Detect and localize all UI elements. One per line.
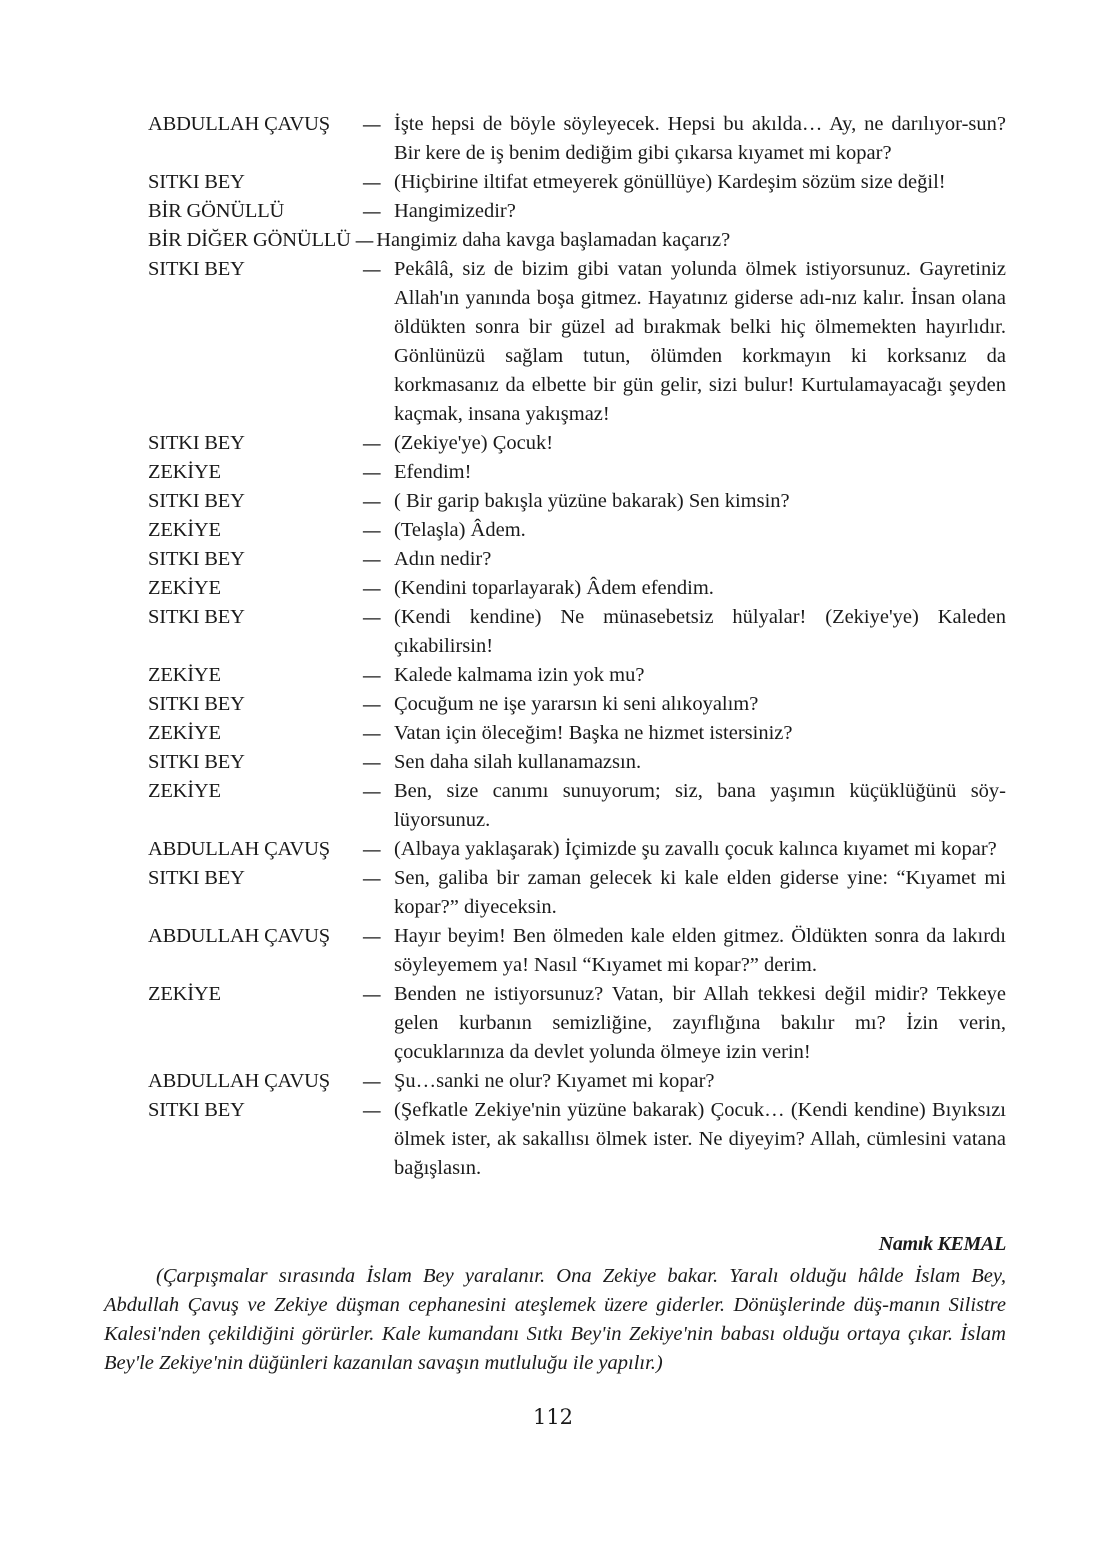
dialogue-line	[148, 110, 1006, 168]
em-dash: —	[362, 490, 382, 513]
speaker-name: SITKI BEY	[148, 171, 245, 193]
dialogue-line	[148, 574, 1006, 603]
em-dash: —	[362, 548, 382, 571]
dialogue-line	[148, 835, 1006, 864]
speech-text: (Kendi kendine) Ne münasebetsiz hülyalar! (Zekiye'ye) Kaleden çıkabilirsin!	[394, 606, 1006, 657]
author-signature: Namık KEMAL	[878, 1233, 1006, 1255]
dialogue-line	[148, 661, 1006, 690]
dialogue-line	[148, 690, 1006, 719]
dialogue-line	[148, 748, 1006, 777]
dialogue-line	[148, 922, 1006, 980]
speaker-name: SITKI BEY	[148, 606, 245, 628]
speaker-name: SITKI BEY	[148, 867, 245, 889]
em-dash: —	[362, 432, 382, 455]
em-dash: —	[362, 113, 382, 136]
dialogue-line	[148, 603, 1006, 661]
speaker-name: SITKI BEY	[148, 693, 245, 715]
em-dash: —	[362, 838, 382, 861]
dialogue-line	[148, 777, 1006, 835]
speaker-name: ZEKİYE	[148, 577, 221, 599]
em-dash: —	[362, 171, 382, 194]
speech-text: Hangimizedir?	[394, 200, 516, 222]
dialogue-line	[148, 429, 1006, 458]
speaker-name: SITKI BEY	[148, 548, 245, 570]
speaker-name: ABDULLAH ÇAVUŞ	[148, 113, 330, 135]
dialogue-line	[148, 719, 1006, 748]
speech-text: Vatan için öleceğim! Başka ne hizmet istersiniz?	[394, 722, 793, 744]
speaker-name: SITKI BEY	[148, 751, 245, 773]
em-dash: —	[362, 461, 382, 484]
speech-text: Sen, galiba bir zaman gelecek ki kale elden giderse yine: “Kıyamet mi kopar?” diyeceksin.	[394, 867, 1006, 918]
speaker-name: ZEKİYE	[148, 664, 221, 686]
speech-text: (Hiçbirine iltifat etmeyerek gönüllüye) Kardeşim sözüm size değil!	[394, 171, 946, 193]
dialogue-line	[148, 980, 1006, 1067]
speech-text: Çocuğum ne işe yararsın ki seni alıkoyalım?	[394, 693, 759, 715]
speech-text: Adın nedir?	[394, 548, 492, 570]
dialogue-block	[148, 110, 1006, 1183]
dialogue-line	[148, 487, 1006, 516]
em-dash: —	[362, 519, 382, 542]
em-dash: —	[354, 229, 375, 252]
speech-text: (Şefkatle Zekiye'nin yüzüne bakarak) Çocuk… (Kendi kendine) Bıyıksızı ölmek ister, ak sakallısı ölmek ister. Ne diyeyim? Allah, cümlesini vatana bağışlasın.	[394, 1099, 1006, 1179]
dialogue-line	[148, 255, 1006, 429]
dialogue-line	[148, 864, 1006, 922]
speech-text: Efendim!	[394, 461, 472, 483]
em-dash: —	[362, 867, 382, 890]
speaker-name: BİR DİĞER GÖNÜLLÜ	[148, 229, 351, 251]
em-dash: —	[362, 751, 382, 774]
dialogue-line	[148, 168, 1006, 197]
speaker-name: ZEKİYE	[148, 780, 221, 802]
dialogue-line	[148, 545, 1006, 574]
em-dash: —	[362, 606, 382, 629]
speaker-name: ZEKİYE	[148, 983, 221, 1005]
speaker-name: SITKI BEY	[148, 490, 245, 512]
speaker-name: ZEKİYE	[148, 722, 221, 744]
speaker-name: SITKI BEY	[148, 258, 245, 280]
em-dash: —	[362, 577, 382, 600]
dialogue-line	[148, 458, 1006, 487]
speech-text: Sen daha silah kullanamazsın.	[394, 751, 642, 773]
speaker-name: SITKI BEY	[148, 1099, 245, 1121]
speaker-name: ZEKİYE	[148, 519, 221, 541]
em-dash: —	[362, 693, 382, 716]
speech-text: Ben, size canımı sunuyorum; siz, bana yaşımın küçüklüğünü söy-lüyorsunuz.	[394, 780, 1006, 831]
em-dash: —	[362, 1070, 382, 1093]
dialogue-line	[148, 1096, 1006, 1183]
speech-text: ( Bir garip bakışla yüzüne bakarak) Sen kimsin?	[394, 490, 790, 512]
speech-text: Benden ne istiyorsunuz? Vatan, bir Allah tekkesi değil midir? Tekkeye gelen kurbanın semizliğine, zayıflığına bakılır mı? İzin verin, çocuklarınıza da devlet yolunda ölmeye izin verin!	[394, 983, 1006, 1063]
epilogue-paragraph: (Çarpışmalar sırasında İslam Bey yaralanır. Ona Zekiye bakar. Yaralı olduğu hâlde İslam Bey, Abdullah Çavuş ve Zekiye düşman cephanesini ateşlemek üzere giderler. Dönüşlerinde düş-manın Silistre Kalesi'nden çekildiğini görürler. Kale kumandanı Sıtkı Bey'in Zekiye'nin babası olduğu ortaya çıkar. İslam Bey'le Zekiye'nin düğünleri kazanılan savaşın mutluluğu ile yapılır.)	[104, 1265, 1006, 1374]
speaker-name: ABDULLAH ÇAVUŞ	[148, 838, 330, 860]
speech-text: İşte hepsi de böyle söyleyecek. Hepsi bu akılda… Ay, ne darılıyor-sun? Bir kere de iş benim dediğim gibi çıkarsa kıyamet mi kopar?	[394, 113, 1006, 164]
speaker-name: ABDULLAH ÇAVUŞ	[148, 1070, 330, 1092]
speech-text: (Telaşla) Âdem.	[394, 519, 526, 541]
speech-text: (Kendini toparlayarak) Âdem efendim.	[394, 577, 714, 599]
speech-text: Hangimiz daha kavga başlamadan kaçarız?	[376, 229, 731, 251]
speaker-name: SITKI BEY	[148, 432, 245, 454]
em-dash: —	[362, 983, 382, 1006]
speaker-name: ZEKİYE	[148, 461, 221, 483]
em-dash: —	[362, 664, 382, 687]
speaker-name: BİR GÖNÜLLÜ	[148, 200, 285, 222]
em-dash: —	[362, 925, 382, 948]
speech-text: Kalede kalmama izin yok mu?	[394, 664, 645, 686]
speech-text: (Zekiye'ye) Çocuk!	[394, 432, 554, 454]
dialogue-line	[148, 197, 1006, 226]
speech-text: Hayır beyim! Ben ölmeden kale elden gitmez. Öldükten sonra da lakırdı söyleyemem ya! Nasıl “Kıyamet mi kopar?” derim.	[394, 925, 1006, 976]
em-dash: —	[362, 1099, 382, 1122]
dialogue-line	[148, 226, 1006, 255]
speech-text: Şu…sanki ne olur? Kıyamet mi kopar?	[394, 1070, 715, 1092]
page-number: 112	[532, 1405, 574, 1429]
speech-text: (Albaya yaklaşarak) İçimizde şu zavallı çocuk kalınca kıyamet mi kopar?	[394, 838, 997, 860]
em-dash: —	[362, 722, 382, 745]
em-dash: —	[362, 200, 382, 223]
speech-text: Pekâlâ, siz de bizim gibi vatan yolunda ölmek istiyorsunuz. Gayretiniz Allah'ın yanında boşa gitmez. Hayatınız giderse adı-nız kalır. İnsan olana öldükten sonra bir güzel ad bırakmak belki hiç ölmemekten hayırlıdır. Gönlünüzü sağlam tutun, ölümden korkmayın ki korksanız da korkmasanız da elbette bir gün gelir, sizi bulur! Kurtulamayacağı şeyden kaçmak, insana yakışmaz!	[394, 258, 1006, 425]
speaker-name: ABDULLAH ÇAVUŞ	[148, 925, 330, 947]
em-dash: —	[362, 780, 382, 803]
em-dash: —	[362, 258, 382, 281]
dialogue-line	[148, 516, 1006, 545]
dialogue-line	[148, 1067, 1006, 1096]
